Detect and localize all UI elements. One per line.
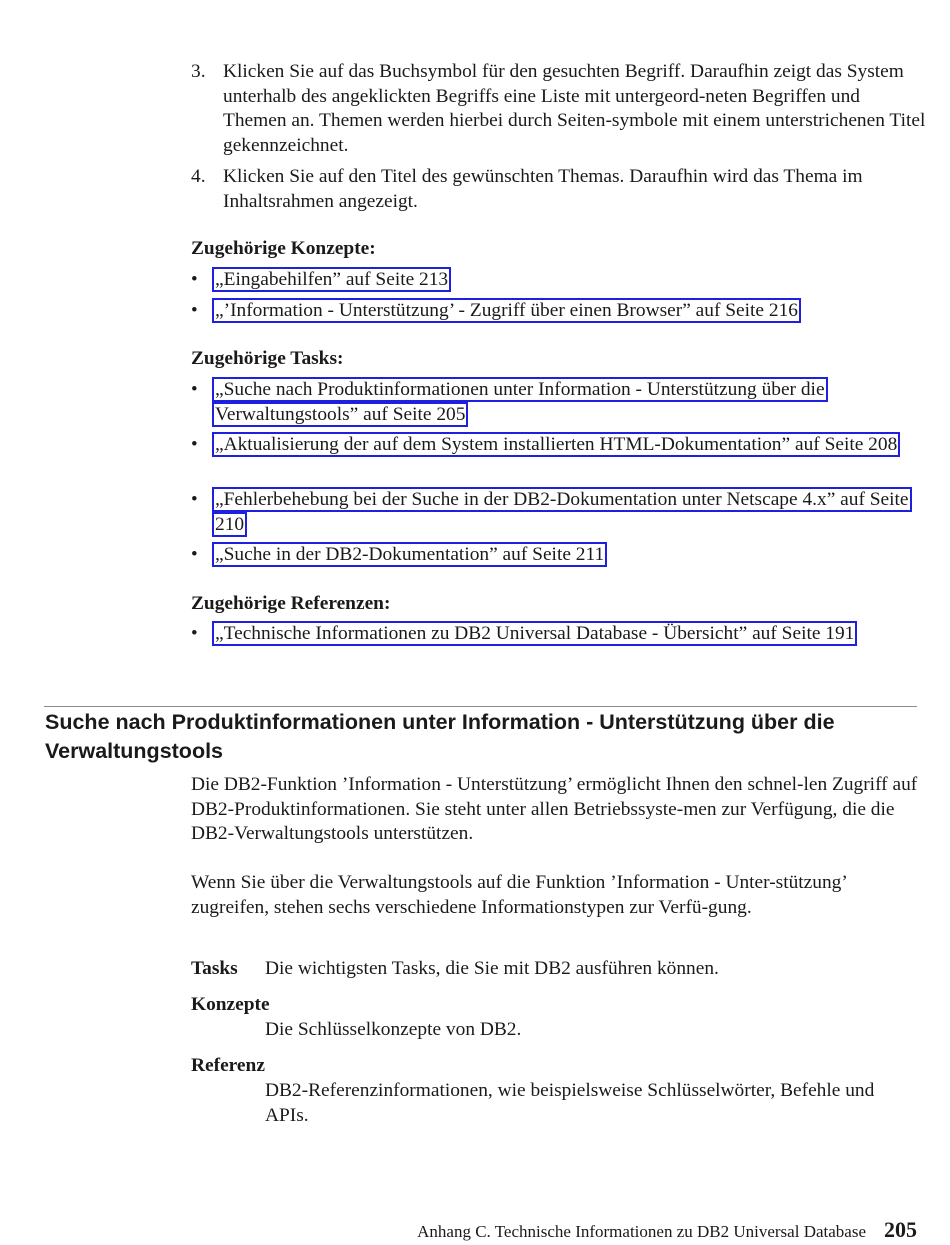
list-item <box>191 433 916 458</box>
definition-term: Referenz <box>191 1055 265 1076</box>
link-update-html-docs[interactable]: „Aktualisierung der auf dem System installierten HTML-Dokumentation” auf Seite 208 <box>212 432 900 457</box>
link-search-db2-docs[interactable]: „Suche in der DB2-Dokumentation” auf Seite 211 <box>212 542 607 567</box>
section-paragraph: Die DB2-Funktion ’Information - Unterstützung’ ermöglicht Ihnen den schnel-len Zugriff auf DB2-Produktinformationen. Sie steht unter allen Betriebssyste-men zur Verfügung, die die DB2-Verwaltungstools unterstützen. <box>191 774 918 844</box>
bullet-icon: • <box>191 269 198 290</box>
step-3 <box>191 60 926 158</box>
link-eingabehilfen[interactable]: „Eingabehilfen” auf Seite 213 <box>212 267 451 292</box>
step-text: Klicken Sie auf den Titel des gewünschten Themas. Daraufhin wird das Thema im Inhaltsrahmen angezeigt. <box>223 166 863 212</box>
footer-chapter-title: Anhang C. Technische Informationen zu DB2 Universal Database <box>417 1222 866 1241</box>
bullet-icon: • <box>191 379 198 400</box>
bullet-icon: • <box>191 489 198 510</box>
step-number: 4. <box>191 166 206 187</box>
list-item <box>191 488 916 537</box>
bullet-icon: • <box>191 623 198 644</box>
bullet-icon: • <box>191 544 198 565</box>
page-number: 205 <box>884 1217 917 1242</box>
definition-description: DB2-Referenzinformationen, wie beispielsweise Schlüsselwörter, Befehle und APIs. <box>265 1080 875 1126</box>
section-title: Suche nach Produktinformationen unter Information - Unterstützung über die Verwaltungstools <box>45 710 835 763</box>
list-item <box>191 299 916 324</box>
definition-description: Die wichtigsten Tasks, die Sie mit DB2 ausführen können. <box>265 958 719 979</box>
section-paragraph: Wenn Sie über die Verwaltungstools auf die Funktion ’Information - Unter-stützung’ zugreifen, stehen sechs verschiedene Informationstypen zur Verfü-gung. <box>191 872 847 918</box>
page-footer <box>417 1218 917 1245</box>
definition-term: Tasks <box>191 958 238 979</box>
bullet-icon: • <box>191 300 198 321</box>
link-netscape-troubleshooting[interactable]: „Fehlerbehebung bei der Suche in der DB2-Dokumentation unter Netscape 4.x” auf Seite 210 <box>212 487 912 537</box>
definition-description: Die Schlüsselkonzepte von DB2. <box>265 1019 522 1040</box>
step-number: 3. <box>191 61 206 82</box>
step-text: Klicken Sie auf das Buchsymbol für den gesuchten Begriff. Daraufhin zeigt das System unterhalb des angeklickten Begriffs eine Liste mit untergeord-neten Begriffen und Themen an. Themen werden hierbei durch Seiten-symbole mit einem unterstrichenen Titel gekennzeichnet. <box>223 61 926 156</box>
link-info-browser-access[interactable]: „’Information - Unterstützung’ - Zugriff über einen Browser” auf Seite 216 <box>212 298 801 323</box>
related-references-heading: Zugehörige Referenzen: <box>191 593 391 614</box>
definition-term: Konzepte <box>191 994 270 1015</box>
bullet-icon: • <box>191 434 198 455</box>
list-item <box>191 268 916 293</box>
related-tasks-heading: Zugehörige Tasks: <box>191 348 344 369</box>
link-db2-overview[interactable]: „Technische Informationen zu DB2 Universal Database - Übersicht” auf Seite 191 <box>212 621 857 646</box>
list-item <box>191 622 916 647</box>
link-search-admin-tools[interactable]: „Suche nach Produktinformationen unter Information - Unterstützung über die Verwaltungstools” auf Seite 205 <box>212 377 828 427</box>
list-item <box>191 543 916 568</box>
list-item <box>191 378 916 427</box>
step-4 <box>191 165 926 214</box>
section-divider <box>44 706 917 707</box>
related-concepts-heading: Zugehörige Konzepte: <box>191 238 376 259</box>
